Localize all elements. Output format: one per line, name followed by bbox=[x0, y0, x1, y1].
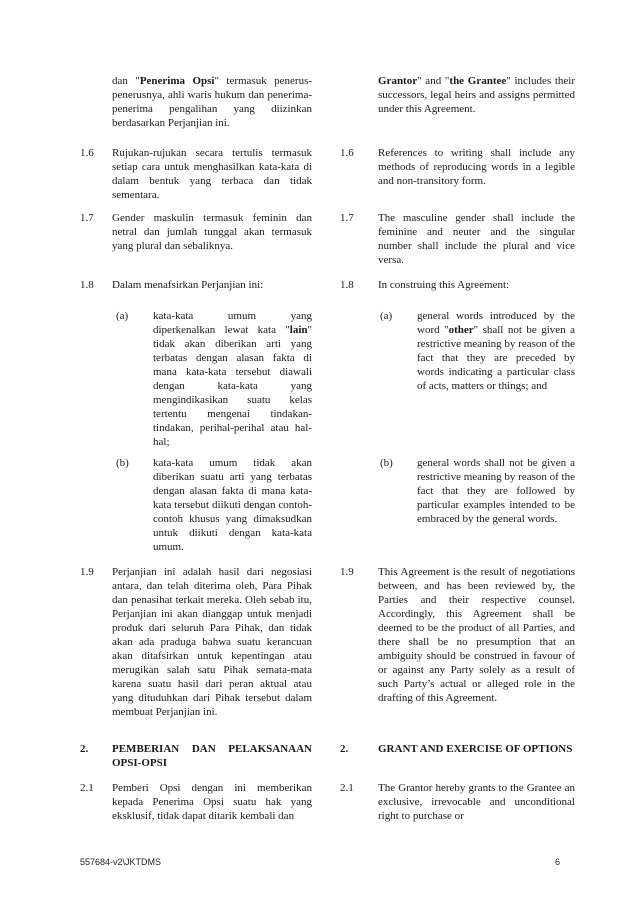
left-clause-1-9-number: 1.9 bbox=[80, 566, 94, 578]
right-clause-1-9-number: 1.9 bbox=[340, 566, 354, 578]
right-clause-1-8-a-label: (a) bbox=[380, 310, 393, 322]
defined-term: the Grantee bbox=[449, 75, 507, 87]
right-clause-1-7-number: 1.7 bbox=[340, 212, 354, 224]
footer-document-reference: 557684-v2\JKTDMS bbox=[80, 857, 162, 867]
right-clause-1-8-b-text: general words shall not be given a restrictive meaning by reason of the fact that they are followed by particular examples intended to be embraced by the general words. bbox=[417, 457, 575, 525]
right-clause-1-5-continuation: Grantor" and "the Grantee" includes their successors, legal heirs and assigns permitted under this Agreement. bbox=[378, 75, 575, 115]
right-clause-1-8-text: In construing this Agreement: bbox=[378, 279, 510, 291]
left-clause-1-8-number: 1.8 bbox=[80, 279, 94, 291]
right-clause-1-6-number: 1.6 bbox=[340, 147, 354, 159]
right-clause-2-1-text: The Grantor hereby grants to the Grantee an exclusive, irrevocable and unconditional right to purchase or bbox=[378, 782, 575, 822]
left-clause-1-6-text: Rujukan-rujukan secara tertulis termasuk setiap cara untuk menghasilkan kata-kata di dalam bentuk yang terbaca dan tidak sementara. bbox=[112, 147, 312, 201]
left-clause-1-5-continuation: dan "Penerima Opsi" termasuk penerus-penerusnya, ahli waris hukum dan penerima-penerima pengalihan yang diizinkan berdasarkan Perjanjian ini. bbox=[112, 75, 313, 129]
defined-term: Grantor bbox=[378, 75, 418, 87]
right-column bbox=[319, 0, 638, 902]
right-clause-1-8-number: 1.8 bbox=[340, 279, 354, 291]
left-section-2-heading: PEMBERIAN DAN PELAKSANAAN OPSI-OPSI bbox=[112, 743, 312, 769]
right-clause-2-1-number: 2.1 bbox=[340, 782, 354, 794]
defined-term: Penerima Opsi bbox=[139, 75, 215, 87]
left-clause-1-8-a-text: kata-kata umum yang diperkenalkan lewat kata "lain" tidak akan diberikan arti yang terbatas dengan alasan fakta di mana kata-kata tersebut diawali dengan kata-kata yang mengindikasikan suatu kelas tertentu mengenai tindakan-tindakan, perihal-perihal atau hal-hal; bbox=[153, 310, 312, 448]
right-clause-1-8-a-text: general words introduced by the word "other" shall not be given a restrictive meaning by reason of the fact that they are preceded by words indicating a particular class of acts, matters or things; and bbox=[417, 310, 575, 392]
defined-term: other bbox=[448, 324, 474, 336]
right-clause-1-7-text: The masculine gender shall include the feminine and neuter and the singular number shall include the plural and vice versa. bbox=[378, 212, 575, 266]
left-clause-1-8-b-label: (b) bbox=[116, 457, 129, 469]
right-clause-1-6-text: References to writing shall include any methods of reproducing words in a legible and non-transitory form. bbox=[378, 147, 575, 187]
left-clause-1-9-text: Perjanjian ini adalah hasil dari negosiasi antara, dan telah diterima oleh, Para Pihak dan penasihat terkait mereka. Oleh sebab itu, Perjanjian ini akan dianggap untuk menjadi produk dari seluruh Para Pihak, dan tidak akan ada praduga bahwa suatu kerancuan akan ditafsirkan untuk kepentingan atau merugikan salah satu Pihak semata-mata karena suatu hasil dari peran aktual atau yang dituduhkan dari Pihak tersebut dalam membuat Perjanjian ini. bbox=[112, 566, 312, 718]
footer-page-number: 6 bbox=[555, 857, 561, 867]
left-clause-1-8-a-label: (a) bbox=[116, 310, 129, 322]
left-section-2-number: 2. bbox=[80, 743, 89, 755]
right-clause-1-8-b-label: (b) bbox=[380, 457, 393, 469]
left-clause-2-1-text: Pemberi Opsi dengan ini memberikan kepada Penerima Opsi suatu hak yang eksklusif, tidak dapat ditarik kembali dan bbox=[112, 782, 312, 822]
right-section-2-number: 2. bbox=[340, 743, 349, 755]
right-section-2-heading: GRANT AND EXERCISE OF OPTIONS bbox=[378, 743, 573, 755]
defined-term: lain bbox=[289, 324, 308, 336]
left-clause-1-7-number: 1.7 bbox=[80, 212, 94, 224]
left-clause-2-1-number: 2.1 bbox=[80, 782, 94, 794]
left-clause-1-7-text: Gender maskulin termasuk feminin dan netral dan jumlah tunggal akan termasuk yang plural dan sebaliknya. bbox=[112, 212, 312, 252]
left-clause-1-8-b-text: kata-kata umum tidak akan diberikan suatu arti yang terbatas dengan alasan fakta di mana kata-kata tersebut diikuti dengan contoh-contoh khusus yang dimaksudkan untuk diikuti dengan kata-kata umum. bbox=[153, 457, 312, 553]
right-clause-1-9-text: This Agreement is the result of negotiations between, and has been reviewed by, the Parties and their respective counsel. Accordingly, this Agreement shall be deemed to be the product of all Parties, and there shall be no presumption that an ambiguity should be construed in favour of or against any Party solely as a result of such Party’s actual or alleged role in the drafting of this Agreement. bbox=[378, 566, 575, 704]
left-clause-1-8-text: Dalam menafsirkan Perjanjian ini: bbox=[112, 279, 264, 291]
left-clause-1-6-number: 1.6 bbox=[80, 147, 94, 159]
